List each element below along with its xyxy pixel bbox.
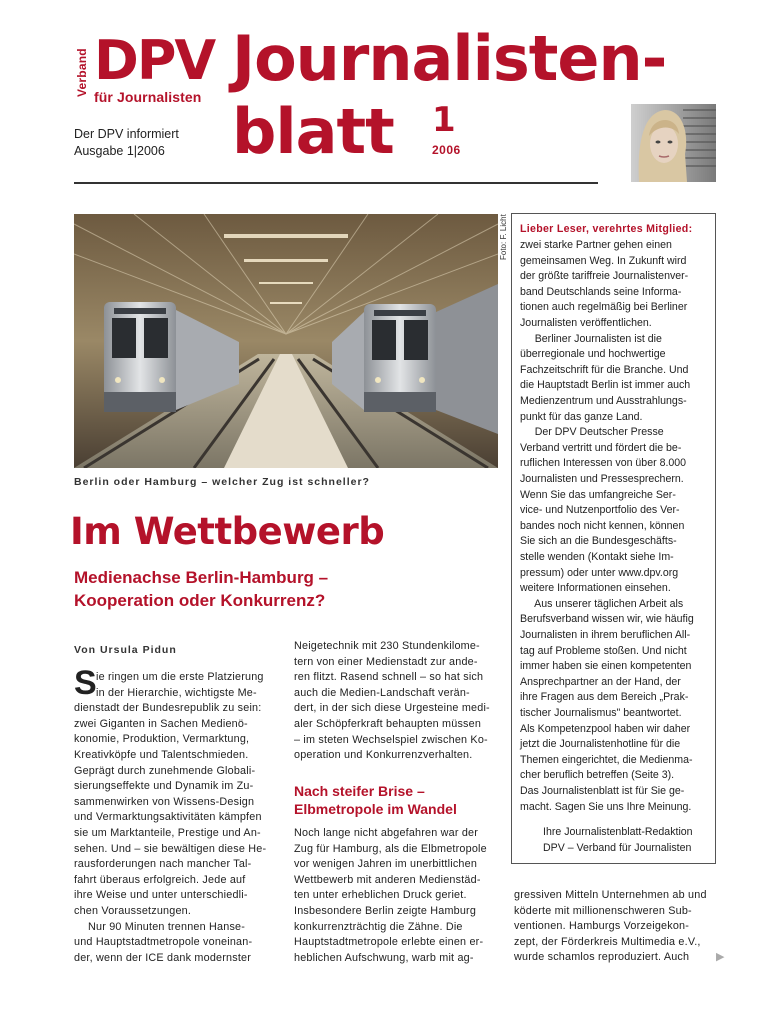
- photo-caption: Berlin oder Hamburg – welcher Zug ist schneller?: [74, 476, 370, 488]
- editor-portrait-image: [631, 104, 716, 182]
- sidebar-signature-line-2: DPV – Verband für Journalisten: [543, 842, 692, 854]
- sidebar-text-line: Als Kompetenzpool haben wir daher: [520, 722, 691, 735]
- text-line: köderte mit millionenschweren Sub-: [514, 904, 692, 917]
- text-line: konomie, Produktion, Vermarktung,: [74, 733, 250, 746]
- sidebar-text-line: bandes noch nicht kennen, können: [520, 519, 685, 532]
- sidebar-text-line: Wenn Sie das umfangreiche Ser-: [520, 488, 676, 501]
- issue-number: 1: [432, 100, 456, 140]
- text-line: Zug für Hamburg, als die Elbmetropole: [294, 842, 487, 855]
- sidebar-text-line: Fachzeitschrift für die Branche. Und: [520, 363, 689, 376]
- text-line: fahrt überaus erfolgreich. Jede auf: [74, 873, 246, 886]
- sidebar-text-line: Journalisten veröffentlichen.: [520, 317, 652, 329]
- sidebar-text-line: Verband vertritt und fördert die be-: [520, 441, 682, 454]
- sidebar-text-line: die Hauptstadt Berlin ist immer auch: [520, 379, 691, 392]
- article-headline: Im Wettbewerb: [70, 510, 385, 553]
- article-subhead-line-1: Medienachse Berlin-Hamburg –: [74, 568, 329, 587]
- sidebar-text-line: macht. Sagen Sie uns Ihre Meinung.: [520, 800, 692, 813]
- sidebar-text-line: Sie sich an die Bundesgeschäfts-: [520, 535, 677, 548]
- text-line: ie ringen um die erste Platzierung: [96, 671, 264, 683]
- text-line: Neigetechnik mit 230 Stundenkilome-: [294, 640, 480, 652]
- sidebar-text-line: Medienzentrum und Ausstrahlungs-: [520, 395, 687, 407]
- sidebar-text-line: pressum) oder unter www.dpv.org: [520, 566, 679, 579]
- section-heading-line-1: Nach steifer Brise –: [294, 783, 425, 799]
- sidebar-text-line: punkt für das ganze Land.: [520, 410, 643, 423]
- text-line: zept, der Förderkreis Multimedia e.V.,: [514, 935, 701, 948]
- text-line: der, wenn der ICE dank modernster: [74, 951, 252, 964]
- text-line: und Hauptstadtmetropole voneinan-: [74, 936, 253, 949]
- text-line: gressiven Mitteln Unternehmen ab und: [514, 889, 707, 901]
- sidebar-text-line: Berliner Journalisten ist die: [520, 332, 662, 345]
- text-line: konkurrenzträchtig die Zähne. Die: [294, 920, 463, 933]
- text-line: dienstadt der Bundesrepublik zu sein:: [74, 702, 262, 715]
- sidebar-text-line: Ansprechpartner an der Hand, der: [520, 675, 681, 688]
- sidebar-greeting: Lieber Leser, verehrtes Mitglied:: [520, 223, 693, 235]
- article-subhead-line-2: Kooperation oder Konkurrenz?: [74, 591, 326, 610]
- info-line-2: Ausgabe 1|2006: [74, 144, 165, 158]
- text-line: Wettbewerb mit anderen Medienstäd-: [294, 873, 481, 886]
- masthead-title-line-1: Journalisten-: [232, 22, 667, 95]
- text-line: zwei Giganten in Sachen Medienö-: [74, 717, 248, 730]
- photo-credit: Foto: F. Licht: [499, 214, 508, 260]
- text-line: Geprägt durch zunehmende Globali-: [74, 764, 256, 777]
- logo-dpv: DPV: [94, 29, 215, 92]
- sidebar-text-line: immer haben sie einen kompetenten: [520, 660, 692, 673]
- sidebar-text-line: cher beruflich betreffen (Seite 3).: [520, 769, 675, 782]
- sidebar-text-line: tionen auch regelmäßig bei Berliner: [520, 301, 688, 314]
- train-depot-photo: [74, 214, 498, 468]
- text-line: in der Hierarchie, wichtigste Me-: [96, 686, 257, 699]
- sidebar-text-line: zwei starke Partner gehen einen: [520, 239, 672, 251]
- text-line: tern von einer Medienstadt zur ande-: [294, 655, 478, 668]
- sidebar-text-line: stelle wenden (Kontakt siehe Im-: [520, 551, 674, 563]
- text-line: sierungseffekte und Dynamik im Zu-: [74, 780, 254, 793]
- text-line: sammenwirken von Wissens-Design: [74, 795, 255, 808]
- text-line: sie um Marktanteile, Prestige und An-: [74, 827, 261, 839]
- masthead-rule: [74, 182, 598, 184]
- sidebar-text-line: tag auf Probleme stoßen. Und nicht: [520, 644, 687, 657]
- text-line: vor wenigen Jahren im unerbittlichen: [294, 858, 478, 871]
- logo-verband-text: Verband: [75, 48, 89, 98]
- text-line: ihre Weise und unter unterschiedli-: [74, 889, 248, 902]
- text-line: Kreativköpfe und Talentschmieden.: [74, 749, 249, 761]
- sidebar-text-line: Der DPV Deutscher Presse: [520, 426, 664, 439]
- sidebar-text-line: Berufsverband wissen wir, wie häufig: [520, 613, 694, 626]
- sidebar-text-line: tischer Journalismus" beantwortet.: [520, 707, 682, 719]
- text-line: Nur 90 Minuten trennen Hanse-: [88, 920, 246, 933]
- text-line: – im steten Wechselspiel zwischen Ko-: [294, 733, 488, 746]
- sidebar-text-line: Aus unserer täglichen Arbeit als: [520, 597, 684, 610]
- sidebar-text-line: überregionale und hochwertige: [520, 348, 666, 361]
- text-line: sehen. Und – sie bewältigen diese He-: [74, 842, 267, 855]
- continue-arrow-icon: ▶: [716, 951, 725, 964]
- sidebar-text-line: der größte tariffreie Journalistenver-: [520, 270, 689, 283]
- logo-subtitle: für Journalisten: [94, 89, 202, 105]
- text-line: ventionen. Hamburgs Vorzeigekon-: [514, 920, 690, 933]
- info-line-1: Der DPV informiert: [74, 127, 179, 141]
- sidebar-signature-line-1: Ihre Journalistenblatt-Redaktion: [543, 826, 693, 838]
- issue-year: 2006: [432, 143, 461, 157]
- text-line: chen Voraussetzungen.: [74, 905, 192, 917]
- sidebar-text-line: jetzt die Journalistenhotline für die: [520, 738, 681, 751]
- text-line: Hauptstadtmetropole erlebte einen er-: [294, 936, 484, 949]
- sidebar-text-line: Journalisten in ihrem beruflichen All-: [520, 629, 691, 641]
- text-line: wurde schamlos reproduziert. Auch: [514, 951, 690, 964]
- sidebar-text-line: band Deutschlands seine Informa-: [520, 285, 682, 298]
- text-line: Noch lange nicht abgefahren war der: [294, 827, 479, 839]
- sidebar-text-line: vice- und Nutzenportfolio des Ver-: [520, 504, 680, 517]
- sidebar-text-line: ruflichen Interessen von über 8.000: [520, 457, 687, 470]
- text-line: aler Schöpferkraft behaupten müssen: [294, 718, 482, 730]
- section-heading-line-2: Elbmetropole im Wandel: [294, 801, 457, 817]
- text-line: auch die Medien-Landschaft verän-: [294, 686, 470, 699]
- text-line: ten unter erheblichen Druck geriet.: [294, 889, 467, 902]
- text-line: dert, in der sich diese Urgesteine medi-: [294, 702, 490, 715]
- sidebar-text-line: Das Journalistenblatt ist für Sie ge-: [520, 785, 685, 797]
- text-line: rausforderungen nach mancher Tal-: [74, 858, 252, 871]
- sidebar-text-line: weitere Informationen einsehen.: [520, 582, 671, 595]
- issue-info: [74, 126, 179, 160]
- text-line: operation und Konkurrenzverhalten.: [294, 749, 473, 762]
- article-dropcap: S: [74, 664, 97, 702]
- text-line: heblichen Aufschwung, warb mit ag-: [294, 951, 474, 964]
- sidebar-text-line: ihre Fragen aus dem Bereich „Prak-: [520, 691, 689, 704]
- text-line: ren flitzt. Rasend schnell – so hat sich: [294, 671, 484, 684]
- masthead-title-line-2: blatt: [232, 95, 394, 168]
- sidebar-text-line: Journalisten und Pressesprechern.: [520, 473, 684, 485]
- text-line: Insbesondere Berlin zeigte Hamburg: [294, 905, 477, 917]
- text-line: und Vermarktungsaktivitäten kämpfen: [74, 811, 262, 824]
- article-byline: Von Ursula Pidun: [74, 644, 177, 656]
- sidebar-text-line: Themen eingerichtet, die Medienma-: [520, 753, 693, 766]
- sidebar-text-line: gemeinsamen Weg. In Zukunft wird: [520, 254, 687, 267]
